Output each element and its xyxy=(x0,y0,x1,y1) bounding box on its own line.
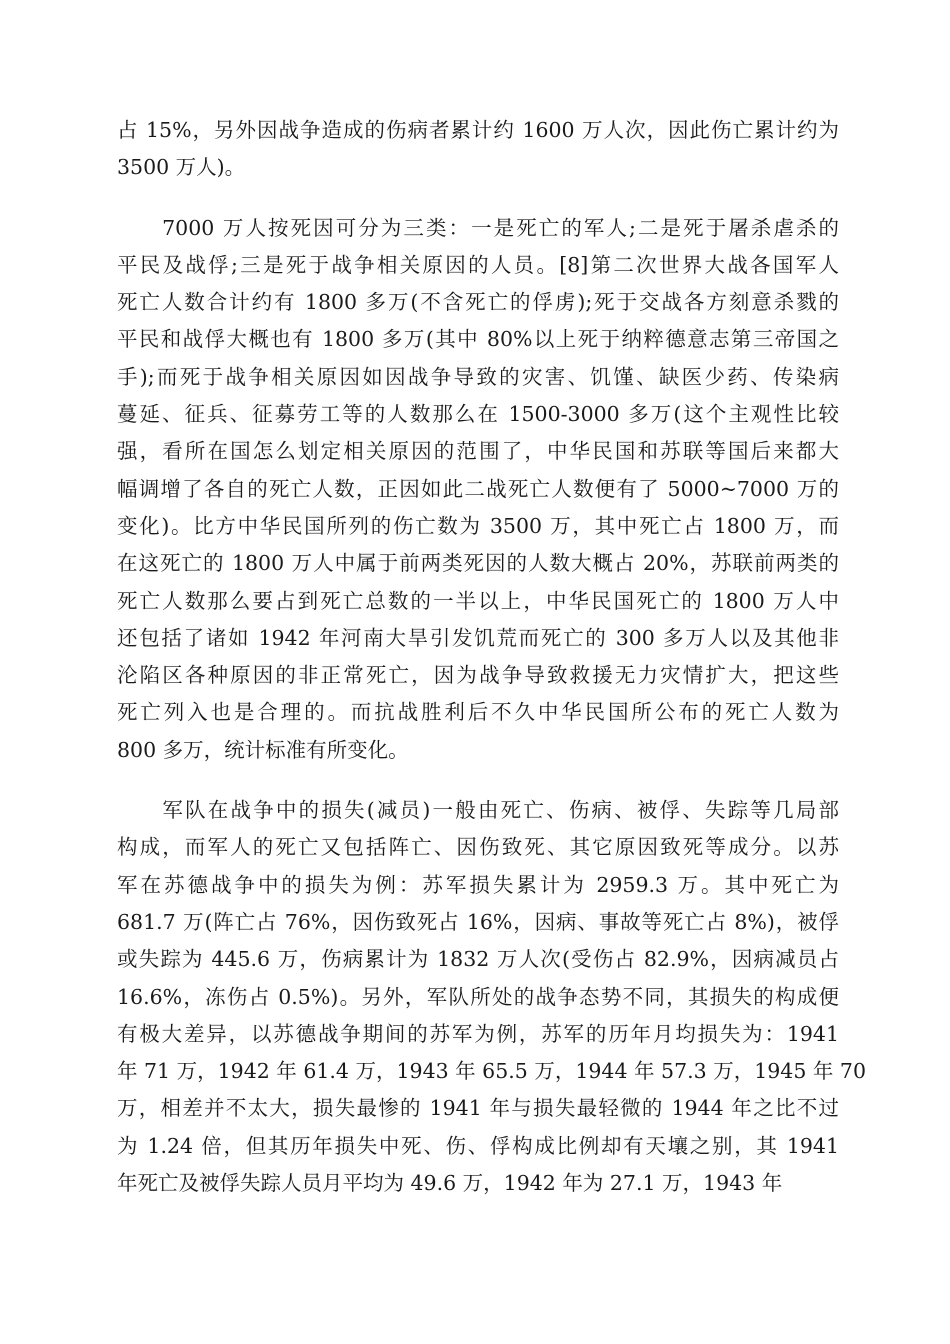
text-line: 构成，而军人的死亡又包括阵亡、因伤致死、其它原因致死等成分。以苏 xyxy=(117,835,839,860)
text-line: 平民和战俘大概也有 1800 多万(其中 80%以上死于纳粹德意志第三帝国之 xyxy=(117,327,839,352)
text-line: 为 1.24 倍，但其历年损失中死、伤、俘构成比例却有天壤之别，其 1941 xyxy=(117,1133,839,1158)
paragraph-casualty-total xyxy=(117,112,839,187)
text-line: 幅调增了各自的死亡人数，正因如此二战死亡人数便有了 5000~7000 万的 xyxy=(117,476,839,501)
document-body xyxy=(117,112,866,1202)
text-line: 在这死亡的 1800 万人中属于前两类死因的人数大概占 20%，苏联前两类的 xyxy=(117,551,839,576)
text-line: 3500 万人)。 xyxy=(117,155,246,180)
text-line: 沦陷区各种原因的非正常死亡，因为战争导致救援无力灾情扩大，把这些 xyxy=(117,663,839,688)
text-line: 7000 万人按死因可分为三类：一是死亡的军人;二是死于屠杀虐杀的 xyxy=(117,215,839,240)
paragraph-gap xyxy=(117,187,839,210)
text-line: 死亡人数那么要占到死亡总数的一半以上，中华民国死亡的 1800 万人中 xyxy=(117,588,839,613)
text-line: 死亡人数合计约有 1800 多万(不含死亡的俘虏);死于交战各方刻意杀戮的 xyxy=(117,290,839,315)
text-line: 还包括了诸如 1942 年河南大旱引发饥荒而死亡的 300 多万人以及其他非 xyxy=(117,625,839,650)
text-line: 死亡列入也是合理的。而抗战胜利后不久中华民国所公布的死亡人数为 xyxy=(117,700,839,725)
text-line: 有极大差异，以苏德战争期间的苏军为例，苏军的历年月均损失为：1941 xyxy=(117,1021,839,1046)
text-line: 16.6%，冻伤占 0.5%)。另外，军队所处的战争态势不同，其损失的构成便 xyxy=(117,984,839,1009)
paragraph-gap xyxy=(117,769,839,792)
text-line: 年死亡及被俘失踪人员月平均为 49.6 万，1942 年为 27.1 万，1943 年 xyxy=(117,1171,783,1196)
text-line: 军队在战争中的损失(减员)一般由死亡、伤病、被俘、失踪等几局部 xyxy=(117,798,839,823)
text-line: 800 多万，统计标准有所变化。 xyxy=(117,737,409,762)
text-line: 万，相差并不太大，损失最惨的 1941 年与损失最轻微的 1944 年之比不过 xyxy=(117,1096,839,1121)
text-line: 占 15%，另外因战争造成的伤病者累计约 1600 万人次，因此伤亡累计约为 xyxy=(117,118,839,142)
text-line: 变化)。比方中华民国所列的伤亡数为 3500 万，其中死亡占 1800 万，而 xyxy=(117,513,839,538)
text-line: 强，看所在国怎么划定相关原因的范围了，中华民国和苏联等国后来都大 xyxy=(117,439,839,464)
text-line: 蔓延、征兵、征募劳工等的人数那么在 1500-3000 多万(这个主观性比较 xyxy=(117,402,839,427)
text-line: 平民及战俘;三是死于战争相关原因的人员。[8]第二次世界大战各国军人 xyxy=(117,252,839,277)
text-line: 手);而死于战争相关原因如因战争导致的灾害、饥馑、缺医少药、传染病 xyxy=(117,364,839,389)
paragraph-military-losses xyxy=(117,792,866,1202)
text-line: 681.7 万(阵亡占 76%，因伤致死占 16%，因病、事故等死亡占 8%)，被俘 xyxy=(117,909,839,934)
text-line: 年 71 万，1942 年 61.4 万，1943 年 65.5 万，1944 年 57.3 万，1945 年 70 xyxy=(117,1059,866,1084)
text-line: 或失踪为 445.6 万，伤病累计为 1832 万人次(受伤占 82.9%，因病减员占 xyxy=(117,947,839,972)
text-line: 军在苏德战争中的损失为例：苏军损失累计为 2959.3 万。其中死亡为 xyxy=(117,872,839,897)
paragraph-death-causes xyxy=(117,210,839,769)
